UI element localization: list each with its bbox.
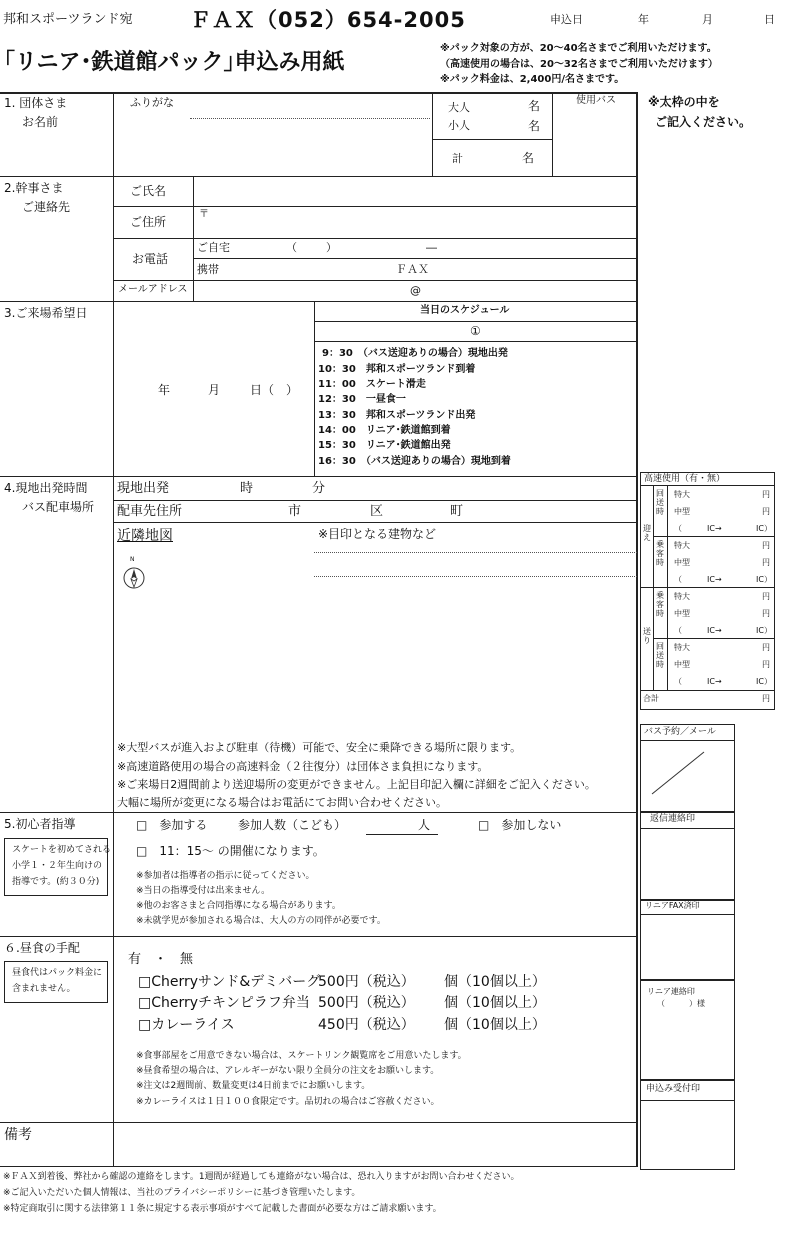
fax-label: ＦＡＸ [396,263,429,276]
mobile-label: 携帯 [197,263,219,276]
row-sep-5 [0,936,637,937]
s2-hline-3 [193,258,637,259]
nojoin-checkbox[interactable]: □ 参加しない [478,818,562,832]
apply-date-label: 申込日 [550,13,583,26]
send-label: 送り [643,627,651,645]
recipient: 邦和スポーツランド宛 [3,12,133,27]
bus-reservation-label: バス予約／メール [644,727,716,737]
dispatch-town: 町 [450,504,464,519]
hw-yen: 円 [762,592,770,601]
hw-ic-arrow: IC→ [707,575,722,584]
home-phone-label: ご自宅 [197,241,230,254]
dispatch-ward: 区 [370,504,384,519]
total-unit: 名 [522,151,535,165]
hw-mid: 中型 [674,609,690,618]
session-time: □ 11：15～ の開催になります。 [136,844,325,858]
schedule-item: 9：30 （バス送迎ありの場合）現地出発 [322,348,508,359]
slash-mark [650,750,706,796]
busres-hline [640,740,735,741]
hw-mid: 中型 [674,660,690,669]
schedule-item: 15：30 リニア･鉄道館出発 [318,440,451,451]
reply-hline [640,828,735,829]
schedule-item: 13：30 邦和スポーツランド出発 [318,410,476,421]
postal-mark: 〒 [199,209,209,220]
hw-ic-arrow: IC→ [707,677,722,686]
row-sep-4 [0,812,637,813]
s3-label: 3.ご来場希望日 [4,306,88,320]
home-dash: ― [426,241,437,254]
address-label: ご住所 [130,215,167,229]
header-note-1: ※パック対象の方が、20～40名さまでご利用いただけます。 [440,43,717,54]
s5-note: ※未就学児が参加される場合は、大人の方の同伴が必要です。 [136,916,386,926]
thick-frame-note-a: ※太枠の中を [648,95,720,109]
hw-yen: 円 [762,660,770,669]
hw-large: 特大 [674,643,690,652]
row-sep-6 [0,1122,637,1123]
schedule-item: 16：30 （バス送迎ありの場合）現地到着 [318,456,511,467]
s5-box-line: 小学１・２年生向けの [12,861,103,871]
hw-yen: 円 [762,490,770,499]
compass-icon [120,560,148,592]
hw-ic-arrow: IC→ [707,524,722,533]
hw-ic-arrow: IC→ [707,626,722,635]
group-label: 回送時 [656,489,664,516]
s4-label-b: バス配車場所 [22,500,95,514]
s3-hline-2 [314,341,637,342]
s6-note: ※食事部屋をご用意できない場合は、スケートリンク観覧席をご用意いたします。 [136,1051,467,1061]
child-unit: 名 [528,119,541,133]
join-checkbox[interactable]: □ 参加する [136,818,208,832]
hw-ic-end: IC） [756,626,772,635]
hw-paren: （ [674,626,682,635]
s5-box-line: 指導です。(約３０分) [12,877,100,887]
frame-right [636,92,638,1167]
s6-note: ※昼食希望の場合は、アレルギーがない限り全員分の注文をお願いします。 [136,1066,440,1076]
hw-large: 特大 [674,541,690,550]
row-sep-1 [0,176,637,177]
dispatch-city: 市 [288,504,302,519]
hw-hline-mid [640,587,775,588]
name-label: ご氏名 [130,184,167,198]
receipt-hline [640,1100,735,1101]
thick-frame-note-b: ご記入ください。 [655,115,752,129]
lunch-item-price: 450円（税込） [318,1017,415,1033]
landmark-label: ※目印となる建物など [318,527,437,541]
map-label: 近隣地図 [117,528,173,544]
lunch-item-name[interactable]: □Cherryチキンピラフ弁当 [138,995,310,1011]
phone-label: お電話 [132,252,169,266]
s4-label-a: 4.現地出発時間 [4,481,88,495]
participant-count-line[interactable] [366,834,438,835]
hw-mid: 中型 [674,558,690,567]
total-label: 計 [452,152,463,165]
lunch-item-name[interactable]: □カレーライス [138,1017,235,1033]
schedule-no: ① [470,324,481,338]
lunch-item-name[interactable]: □Cherryサンド&デミバーグ [138,974,321,990]
hw-paren: （ [674,677,682,686]
landmark-line-1 [314,552,637,553]
hw-mid: 中型 [674,507,690,516]
s5-box-line: スケートを初めてされる [12,845,112,855]
row-sep-2 [0,301,637,302]
s4-note: 大幅に場所が変更になる場合はお電話にてお問い合わせください。 [117,796,447,809]
linear-fax-label: リニアFAX済印 [645,901,700,910]
furigana-label: ふりがな [130,96,174,109]
group-label: 乗客時 [656,591,664,618]
visit-day: 日（ ） [250,383,299,397]
hw-ic-end: IC） [756,677,772,686]
group-label: 回送時 [656,642,664,669]
furigana-line[interactable] [190,118,430,119]
frame-label-divider [113,92,114,1167]
s6-note: ※注文は2週間前、数量変更は4日前までにお願いします。 [136,1081,371,1091]
lunch-item-qty: 個（10個以上） [444,974,546,990]
fax-number: ＦＡＸ（052）654-2005 [190,8,466,32]
hw-hline [640,690,775,691]
s2-hline-2 [113,238,637,239]
hw-hline [653,638,775,639]
linear-contact-sama: （ ）様 [657,999,705,1008]
hw-paren: （ [674,524,682,533]
s1-label-a: 1. 団体さま [4,96,68,110]
s4-note: ※高速道路使用の場合の高速料金（２往復分）は団体さま負担になります。 [117,760,489,773]
reply-stamp-label: 返信連絡印 [650,814,696,824]
s2-hline-4 [113,280,637,281]
lunch-yesno[interactable]: 有 ・ 無 [128,952,194,967]
hw-yen: 円 [762,609,770,618]
s5-note: ※他のお客さまと合同指導になる場合があります。 [136,901,341,911]
compass-n: N [130,556,135,563]
lunch-item-price: 500円（税込） [318,995,415,1011]
remarks-label: 備考 [4,1127,32,1143]
footer-note: ※ご記入いただいた個人情報は、当社のプライバシーポリシーに基づき管理いたします。 [3,1188,361,1198]
s1-vline-a [432,92,433,176]
hw-yen: 円 [762,541,770,550]
s2-hline-1 [113,206,637,207]
schedule-item: 14：00 リニア･鉄道館到着 [318,425,451,436]
landmark-line-2 [314,576,637,577]
lunch-item-price: 500円（税込） [318,974,415,990]
frame-top [0,92,637,94]
schedule-item: 10：30 邦和スポーツランド到着 [318,364,476,375]
home-paren-open: （ [286,241,297,254]
hw-large: 特大 [674,490,690,499]
linear-contact-label: リニア連絡印 [647,987,695,996]
schedule-title: 当日のスケジュール [420,305,510,316]
frame-bottom [0,1166,637,1167]
s5-note: ※参加者は指導者の指示に従ってください。 [136,871,315,881]
s6-note: ※カレーライスは１日１００食限定です。品切れの場合はご容赦ください。 [136,1097,440,1107]
s5-label: 5.初心者指導 [4,817,76,831]
apply-day: 日 [764,13,775,26]
s2-label-b: ご連絡先 [22,200,71,214]
hw-hline [653,536,775,537]
hw-ic-end: IC） [756,575,772,584]
s1-label-b: お名前 [22,115,59,129]
row-sep-3 [0,476,637,477]
home-paren-close: ） [326,241,337,254]
visit-month: 月 [208,383,221,397]
mail-label: メールアドレス [118,284,188,295]
hw-hline [640,485,775,486]
footer-note: ※特定商取引に関する法律第１１条に規定する表示事項がすべて記載した書面が必要な方はご請求願います。 [3,1204,442,1214]
apply-year: 年 [638,13,649,26]
hw-paren: （ [674,575,682,584]
adult-unit: 名 [528,99,541,113]
child-label: 小人 [448,119,470,132]
header-note-3: ※パック料金は、2,400円/名さまです。 [440,74,625,85]
depart-minute: 分 [312,481,326,496]
header-note-2: （高速使用の場合は、20～32名さまでご利用いただけます） [440,59,718,70]
s3-vline [314,301,315,476]
s4-hline-1 [113,500,637,501]
mail-at: @ [410,284,421,297]
highway-title: 高速使用（有・無） [644,474,726,484]
page-title: ｢リニア･鉄道館パック｣申込み用紙 [4,50,345,75]
apply-month: 月 [702,13,713,26]
adult-label: 大人 [448,101,470,114]
hw-large: 特大 [674,592,690,601]
s4-note: ※大型バスが進入および駐車（待機）可能で、安全に乗降できる場所に限ります。 [117,741,522,754]
s2-label-a: 2.幹事さま [4,181,64,195]
hw-yen: 円 [762,558,770,567]
depart-label: 現地出発 [117,481,170,496]
receipt-stamp-label: 申込み受付印 [646,1084,701,1094]
schedule-item: 11：00 スケート滑走 [318,379,426,390]
s6-box-line: 昼食代はパック料金に [12,968,103,978]
linear-fax-box [640,900,735,980]
depart-hour: 時 [240,481,254,496]
dispatch-label: 配車先住所 [117,504,183,519]
bus-label: 使用バス [576,95,616,106]
participant-count-label: 参加人数（こども） [238,818,347,832]
s6-box-line: 含まれません。 [12,984,76,994]
s4-note: ※ご来場日2週間前より送迎場所の変更ができません。上記目印記入欄に詳細をご記入ください。 [117,778,596,791]
s5-note: ※当日の指導受付は出来ません。 [136,886,271,896]
footer-note: ※ＦＡＸ到着後、弊社から確認の連絡をします。1週間が経過しても連絡がない場合は、恐れ入りますがお問い合わせください。 [3,1172,520,1182]
reply-stamp-box [640,812,735,900]
participant-unit: 人 [418,818,431,832]
hw-yen: 円 [762,643,770,652]
hw-yen: 円 [762,507,770,516]
lunch-item-qty: 個（10個以上） [444,1017,546,1033]
schedule-item: 12：30 一昼食一 [318,394,406,405]
linearfax-hline [640,914,735,915]
s4-hline-2 [113,522,637,523]
lunch-item-qty: 個（10個以上） [444,995,546,1011]
s1-vline-b [552,92,553,176]
pickup-label: 迎え [643,524,651,542]
group-label: 乗客時 [656,540,664,567]
hw-ic-end: IC） [756,524,772,533]
hw-total: 合計 [643,694,659,703]
s1-hline [432,139,552,140]
hw-total-yen: 円 [762,694,770,703]
s6-label: ６.昼食の手配 [4,941,80,955]
visit-year: 年 [158,383,171,397]
s3-hline-1 [314,321,637,322]
